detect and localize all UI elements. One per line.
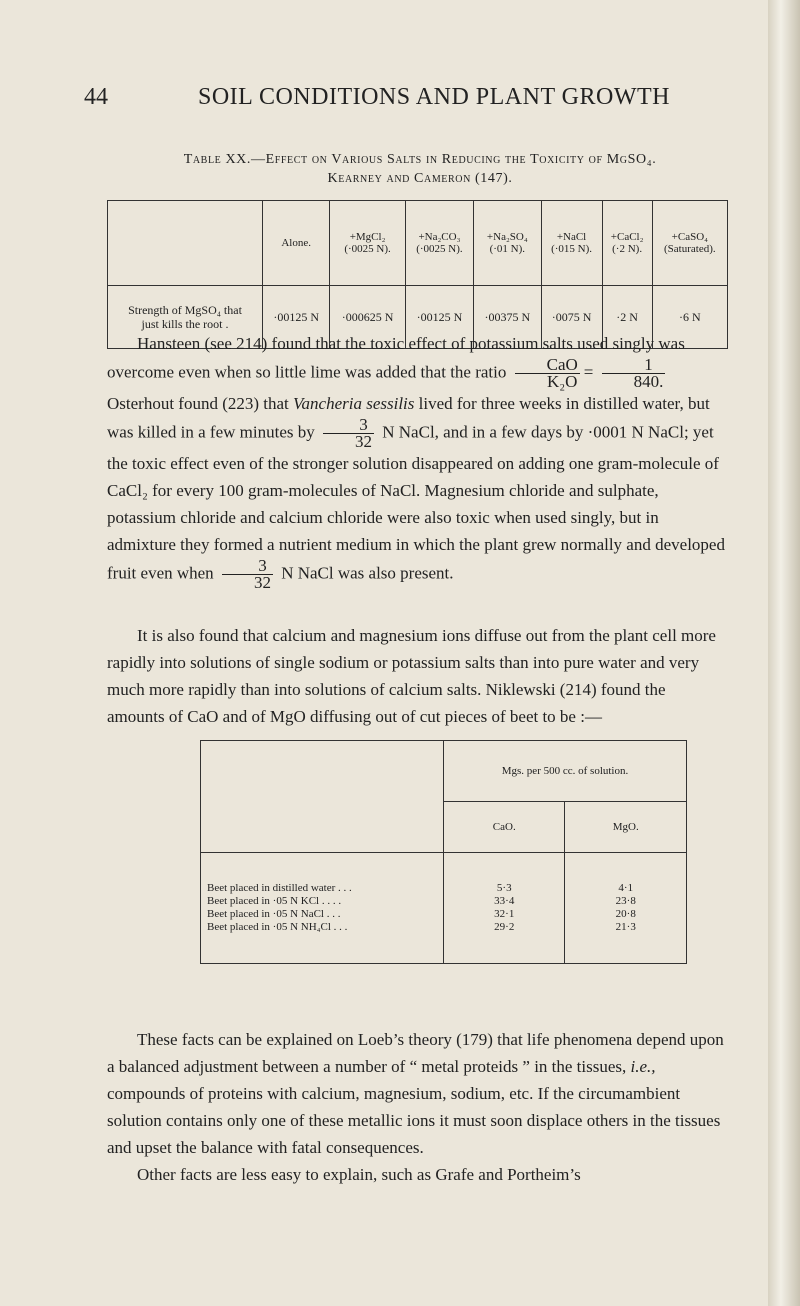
table2-body (201, 853, 687, 964)
table1-caption (120, 150, 720, 188)
ratio-value: $\frac{1}{840.}$ (602, 357, 666, 390)
table1-cell: ·0075 N (541, 286, 602, 349)
table2-row-label: Beet placed in ·05 N NaCl . . . (207, 908, 341, 920)
toxicity-table (107, 200, 728, 349)
species-name: Vancheria sessilis (293, 394, 415, 413)
beet-diffusion-table (200, 740, 687, 964)
table1-header-row (108, 201, 728, 286)
paragraph-diffusion: It is also found that calcium and magnesium ions diffuse out from the plant cell more rapidly into solutions of single sodium or potassium salts than into pure water and very much more rapidly than into solutions of calcium salts. Niklewski (214) found the amounts of CaO and of MgO diffusing out of cut pieces of beet to be :— (107, 626, 716, 726)
page-edge (768, 0, 800, 1306)
table1-row-label: Strength of MgSO₄ that just kills the root . (108, 286, 263, 349)
table2-labels (201, 853, 444, 964)
table1-col-header: +Na₂SO₄ (·01 N). (474, 201, 541, 286)
table2-corner (201, 741, 444, 853)
running-head: SOIL CONDITIONS AND PLANT GROWTH (198, 84, 670, 110)
table1-cell: ·000625 N (330, 286, 405, 349)
fraction-3-32: $\frac{3}{32}$ (222, 558, 273, 591)
table1-col-header: Alone. (263, 201, 330, 286)
table1-col-header: +MgCl₂ (·0025 N). (330, 201, 405, 286)
paragraph-hansteen: Hansteen (see 214) found that the toxic effect of potassium salts used singly was overcome even when so little lime was added that the ratio $\frac{\text{CaO}}{\text{K₂O}}$ = $\frac{1}{840.}$ Osterhout found (223) that Vancheria sessilis lived for three weeks in distilled water, but was killed in a few minutes by $\frac{3}{32}$ N NaCl, and in a few days by ·0001 N NaCl; yet the toxic effect even of the stronger solution disappeared on adding one gram-molecule of CaCl₂ for every 100 gram-molecules of NaCl. Magnesium chloride and sulphate, potassium chloride and calcium chloride were also toxic when used singly, but in admixture they formed a nutrient medium in which the plant grew normally and developed fruit even when $\frac{3}{32}$ N NaCl was also present. (107, 334, 725, 592)
table1-corner (108, 201, 263, 286)
table2-row-label: Beet placed in ·05 N NH₄Cl . . . (207, 921, 348, 933)
paragraph-loeb: These facts can be explained on Loeb’s theory (179) that life phenomena depend upon a balanced adjustment between a number of “ metal proteids ” in the tissues, i.e., compounds of proteins with calcium, magnesium, sodium, etc. If the circumambient solution contains only one of these metallic ions it must soon displace others in the tissues and upset the balance with fatal consequences. (107, 1030, 724, 1157)
paragraph-other-facts: Other facts are less easy to explain, such as Grafe and Portheim’s (137, 1165, 581, 1184)
table1-col-header: +CaCl₂ (·2 N). (602, 201, 652, 286)
table1-col-header: +CaSO₄ (Saturated). (652, 201, 727, 286)
table2-col-cao: CaO. (444, 802, 565, 853)
fraction-3-32: $\frac{3}{32}$ (323, 417, 374, 450)
table1-caption-line1: Table XX.—Effect on Various Salts in Reducing the Toxicity of MgSO₄. (183, 152, 657, 167)
table1-col-header: +Na₂CO₃ (·0025 N). (405, 201, 473, 286)
table2-cao-values: 5·3 33·4 32·1 29·2 (444, 853, 565, 964)
table1-cell: ·00125 N (263, 286, 330, 349)
cao-k2o-ratio: $\frac{\text{CaO}}{\text{K₂O}}$ (515, 357, 580, 390)
table1-col-header: +NaCl (·015 N). (541, 201, 602, 286)
table1-cell: ·00125 N (405, 286, 473, 349)
table2-col-mgo: MgO. (565, 802, 687, 853)
table1-cell: ·6 N (652, 286, 727, 349)
table2-group-header: Mgs. per 500 cc. of solution. (444, 741, 687, 802)
table2-row-label: Beet placed in distilled water . . . (207, 882, 352, 894)
page-number: 44 (84, 84, 108, 110)
table2-mgo-values: 4·1 23·8 20·8 21·3 (565, 853, 687, 964)
page-header (0, 84, 768, 114)
table1-caption-line2: Kearney and Cameron (147). (327, 171, 513, 186)
table1-cell: ·00375 N (474, 286, 541, 349)
table1-cell: ·2 N (602, 286, 652, 349)
table2-header-row (201, 741, 687, 802)
table2-row-label: Beet placed in ·05 N KCl . . . . (207, 895, 342, 907)
